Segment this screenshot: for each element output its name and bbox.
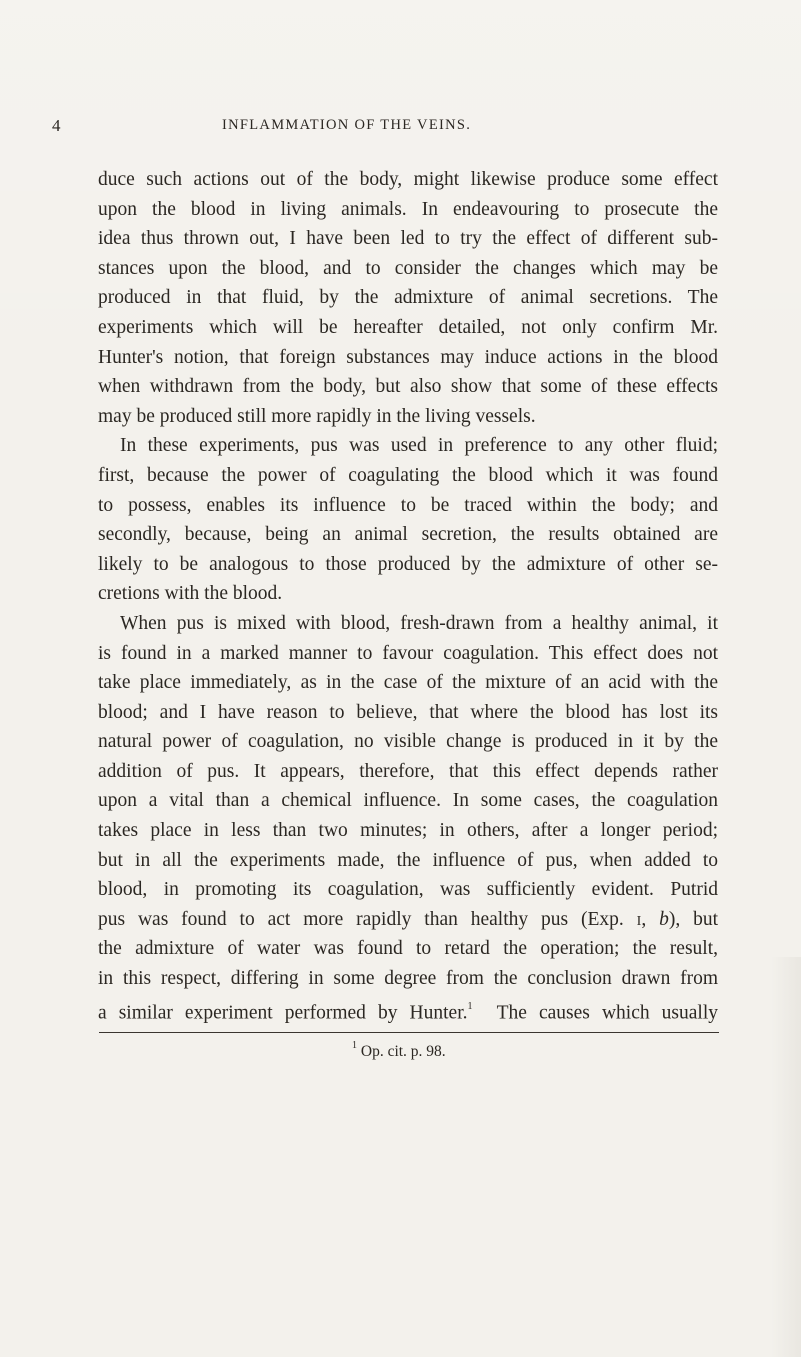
running-head: INFLAMMATION OF THE VEINS. xyxy=(222,117,472,133)
text-line: Hunter's notion, that foreign substances may induce actions in the blood xyxy=(98,346,718,368)
footnote-text: Op. cit. p. 98. xyxy=(360,1043,446,1061)
text-line: natural power of coagulation, no visible change is produced in it by the xyxy=(98,731,718,753)
text-line: is found in a marked manner to favour coagulation. This effect does not xyxy=(98,642,718,664)
text-line: produced in that fluid, by the admixture of animal secretions. The xyxy=(98,287,718,309)
text-line: likely to be analogous to those produced by the admixture of other se- xyxy=(98,553,718,575)
text-line: upon a vital than a chemical influence. In some cases, the coagulation xyxy=(98,790,718,812)
text-line: blood; and I have reason to believe, that where the blood has lost its xyxy=(98,701,718,723)
text-line: duce such actions out of the body, might likewise produce some effect xyxy=(98,169,718,190)
text-line: first, because the power of coagulating the blood which it was found xyxy=(98,464,718,486)
footnote-reference: 1 xyxy=(467,1000,473,1012)
text-line: upon the blood in living animals. In endeavouring to prosecute the xyxy=(98,198,718,220)
text-line: but in all the experiments made, the influence of pus, when added to xyxy=(98,849,718,871)
text-line: takes place in less than two minutes; in others, after a longer period; xyxy=(98,820,718,842)
text-line: idea thus thrown out, I have been led to try the effect of different sub- xyxy=(98,228,718,250)
text-line: blood, in promoting its coagulation, was sufficiently evident. Putrid xyxy=(98,879,718,901)
text-line: may be produced still more rapidly in the living vessels. xyxy=(98,405,536,427)
text-line: addition of pus. It appears, therefore, that this effect depends rather xyxy=(98,760,718,782)
text-line: cretions with the blood. xyxy=(98,583,283,605)
page-edge-shading xyxy=(771,957,801,1357)
text-fragment: a similar experiment performed by Hunter. xyxy=(98,1002,468,1024)
body-text xyxy=(98,165,718,1023)
page-header xyxy=(0,116,801,140)
text-line: secondly, because, being an animal secretion, the results obtained are xyxy=(98,524,718,546)
text-line: In these experiments, pus was used in preference to any other fluid; xyxy=(120,435,718,457)
text-line: When pus is mixed with blood, fresh-drawn from a healthy animal, it xyxy=(120,612,718,634)
text-line: the admixture of water was found to retard the operation; the result, xyxy=(98,938,718,960)
text-line: experiments which will be hereafter detailed, not only confirm Mr. xyxy=(98,316,718,338)
text-line: pus was found to act more rapidly than healthy pus (Exp. i, b), but xyxy=(98,908,718,930)
text-line: when withdrawn from the body, but also show that some of these effects xyxy=(98,376,718,398)
text-fragment: The causes which usually xyxy=(496,1002,719,1024)
text-line: in this respect, differing in some degree from the conclusion drawn from xyxy=(98,968,718,990)
text-line: stances upon the blood, and to consider the changes which may be xyxy=(98,257,718,279)
footnote xyxy=(352,1042,446,1061)
page-number: 4 xyxy=(52,116,61,135)
text-line-with-footnote-ref xyxy=(98,994,718,1024)
footnote-marker: 1 xyxy=(352,1040,357,1051)
text-line: to possess, enables its influence to be traced within the body; and xyxy=(98,494,718,516)
text-line: take place immediately, as in the case of the mixture of an acid with the xyxy=(98,672,718,694)
footnote-divider xyxy=(99,1032,719,1033)
